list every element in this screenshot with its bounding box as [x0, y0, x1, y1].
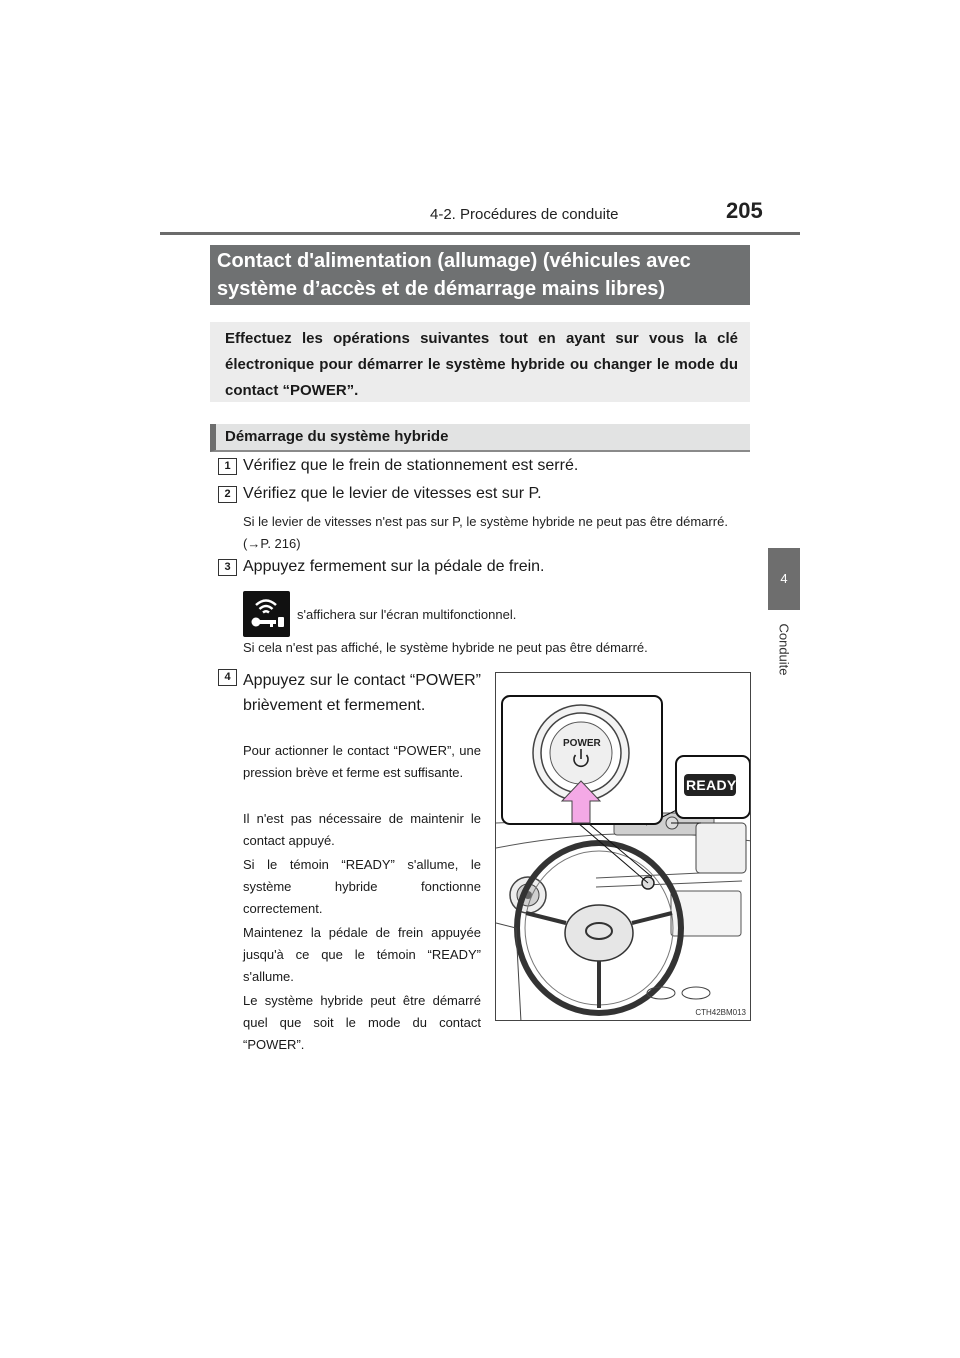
step-2-note: Si le levier de vitesses n'est pas sur P, le système hybride ne peut pas être démarré. (→P. 216)	[243, 514, 728, 551]
step-4-text: Appuyez sur le contact “POWER” brièvement et fermement.	[243, 672, 481, 714]
figure-code: CTH42BM013	[695, 1008, 746, 1017]
step-4-note-3: Si le témoin “READY” s'allume, le système hybride fonctionne correctement.	[243, 857, 481, 916]
icon-caption: s'affichera sur l'écran multifonctionnel.	[297, 607, 517, 622]
page-number: 205	[726, 198, 763, 223]
step-number-3: 3	[218, 559, 237, 576]
step-2-text: Vérifiez que le levier de vitesses est sur P.	[243, 485, 542, 502]
section-heading: Démarrage du système hybride	[210, 424, 750, 452]
key-wireless-icon	[243, 591, 290, 637]
step-4-note-4: Maintenez la pédale de frein appuyée jusqu'à ce que le témoin “READY” s'allume.	[243, 925, 481, 984]
title-line-1: Contact d'alimentation (allumage) (véhicules avec	[217, 250, 691, 272]
step-1-text: Vérifiez que le frein de stationnement est serré.	[243, 457, 579, 474]
intro-box: Effectuez les opérations suivantes tout en ayant sur vous la clé électronique pour démarrer le système hybride ou changer le mode du contact “POWER”.	[210, 322, 750, 402]
header-rule	[160, 232, 800, 235]
title-line-2: système d’accès et de démarrage mains libres)	[217, 278, 666, 300]
step-3-text: Appuyez fermement sur la pédale de frein.	[243, 558, 545, 575]
power-label: POWER	[563, 738, 601, 749]
step-4-note-1: Pour actionner le contact “POWER”, une pression brève et ferme est suffisante.	[243, 743, 481, 780]
dashboard-drawing	[496, 673, 751, 1021]
step-number-2: 2	[218, 486, 237, 503]
step-4-note-2: Il n'est pas nécessaire de maintenir le contact appuyé.	[243, 811, 481, 848]
step-3-note: Si cela n'est pas affiché, le système hybride ne peut pas être démarré.	[243, 640, 648, 655]
header-section-title: 4-2. Procédures de conduite	[430, 206, 619, 223]
step-4-note-5: Le système hybride peut être démarré quel que soit le mode du contact “POWER”.	[243, 993, 481, 1052]
step-number-4: 4	[218, 669, 237, 686]
page-title	[210, 245, 750, 305]
step-number-1: 1	[218, 458, 237, 475]
ready-label: READY	[686, 777, 737, 793]
chapter-label: Conduite	[776, 623, 792, 676]
dashboard-illustration	[495, 672, 751, 1021]
chapter-tab: 4	[768, 548, 800, 610]
